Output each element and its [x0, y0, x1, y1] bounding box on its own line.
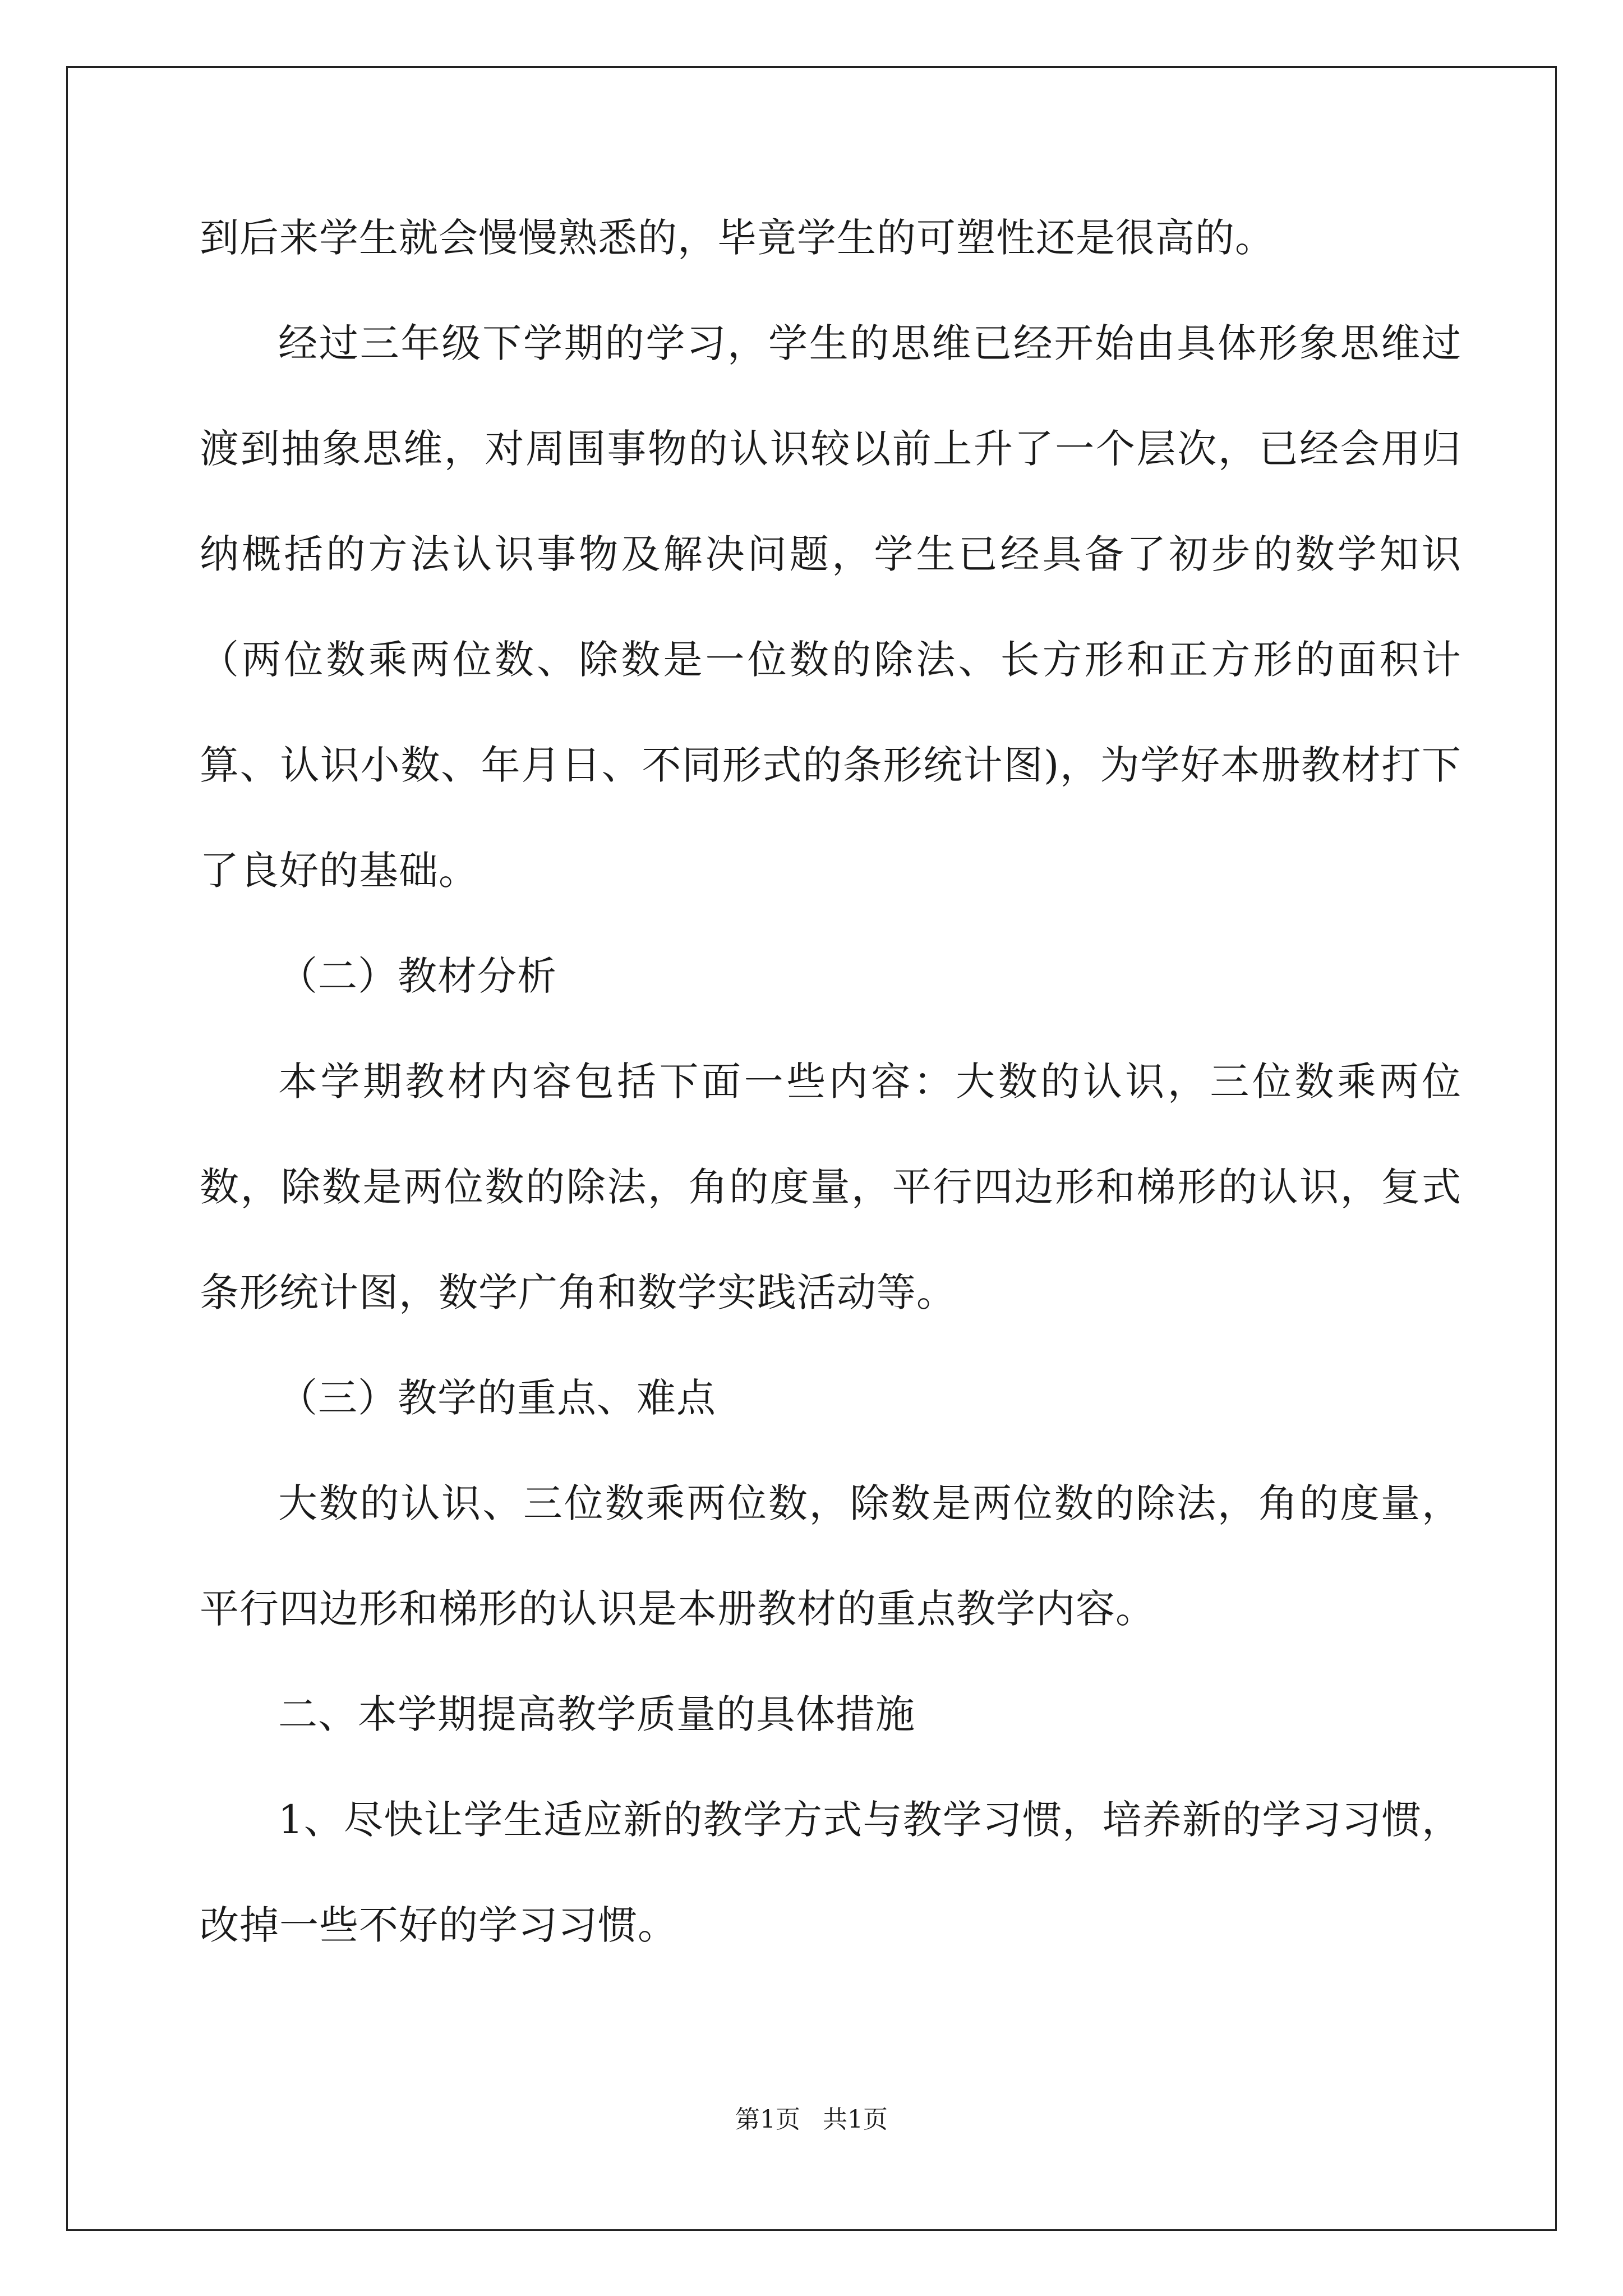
document-body [200, 185, 1461, 1978]
section-heading-textbook-analysis: （二）教材分析 [278, 953, 557, 999]
paragraph-1: 到后来学生就会慢慢熟悉的，毕竟学生的可塑性还是很高的。 [200, 215, 1275, 261]
paragraph-4: 大数的认识、三位数乘两位数，除数是两位数的除法，角的度量，平行四边形和梯形的认识是本册教材的重点教学内容。 [200, 1480, 1461, 1632]
section-heading-measures: 二、本学期提高教学质量的具体措施 [278, 1691, 915, 1737]
page-footer [0, 2099, 1623, 2135]
paragraph-2: 经过三年级下学期的学习，学生的思维已经开始由具体形象思维过渡到抽象思维，对周围事物的认识较以前上升了一个层次，已经会用归纳概括的方法认识事物及解决问题，学生已经具备了初步的数学知识（两位数乘两位数、除数是一位数的除法、长方形和正方形的面积计算、认识小数、年月日、不同形式的条形统计图)，为学好本册教材打下了良好的基础。 [200, 320, 1461, 894]
paragraph-3: 本学期教材内容包括下面一些内容：大数的认识，三位数乘两位数，除数是两位数的除法，角的度量，平行四边形和梯形的认识，复式条形统计图，数学广角和数学实践活动等。 [200, 1059, 1461, 1315]
page-number: 第1页 [735, 2105, 800, 2134]
page-total: 共1页 [823, 2105, 888, 2134]
section-heading-key-points: （三）教学的重点、难点 [278, 1375, 716, 1421]
paragraph-5: 1、尽快让学生适应新的教学方式与教学习惯，培养新的学习习惯，改掉一些不好的学习习惯。 [200, 1797, 1461, 1948]
